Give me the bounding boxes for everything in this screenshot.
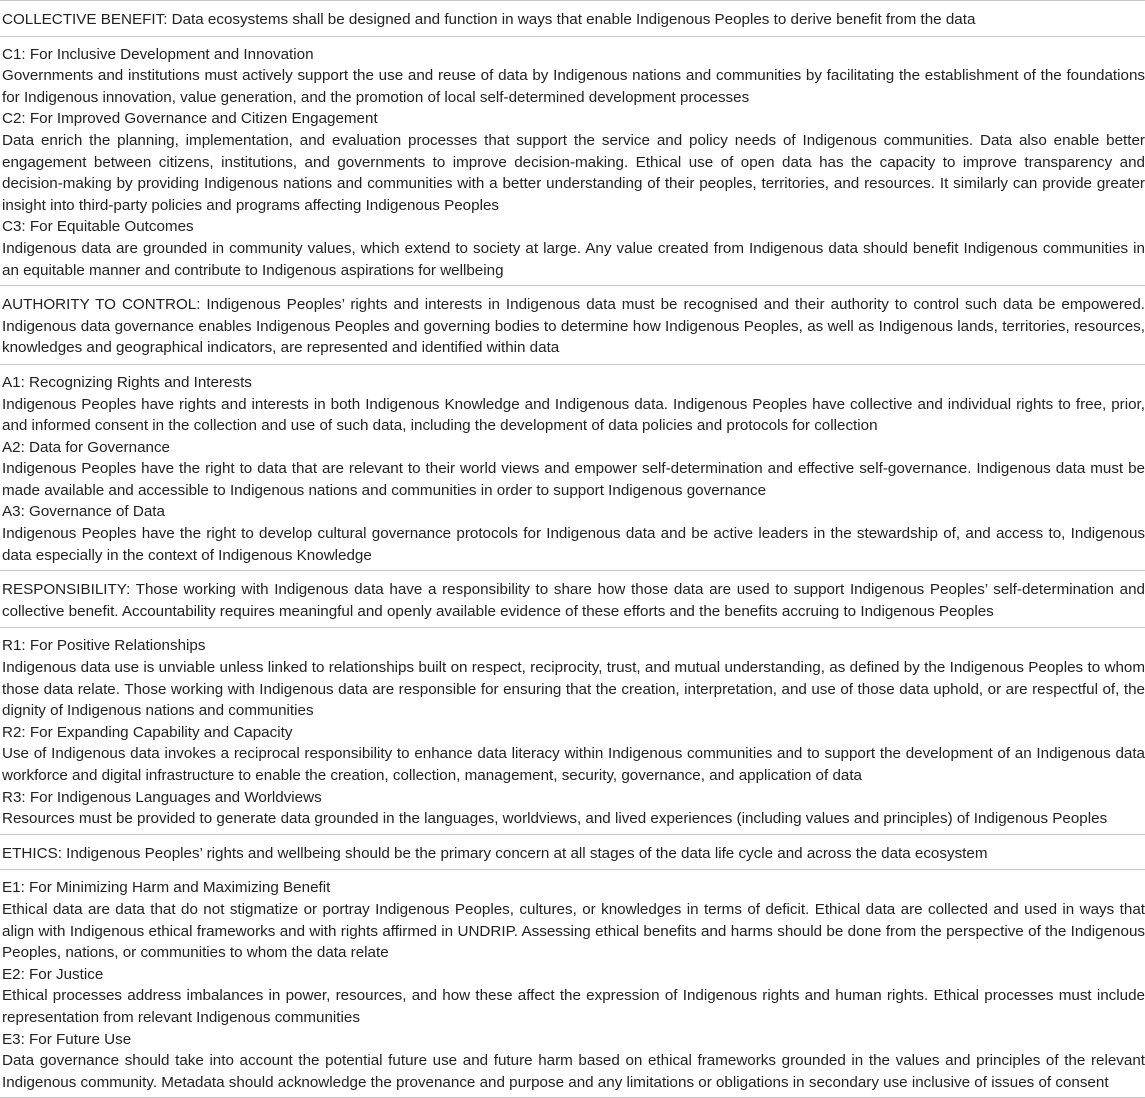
subprinciple-title-a1: A1: Recognizing Rights and Interests [2, 373, 252, 391]
principle-collective-benefit: COLLECTIVE BENEFIT: Data ecosystems shall be designed and function in ways that enable Indigenous Peoples to derive benefit from the data [2, 11, 976, 28]
subprinciple-title-a3: A3: Governance of Data [2, 503, 165, 521]
subprinciple-body-c2: Data enrich the planning, implementation, and evaluation processes that support the service and policy needs of Indigenous communities. Data also enable better engagement between citizens, institutions, and governments to improve decision-making. Ethical use of open data has the capacity to improve transparency and decision-making by providing Indigenous nations and communities with a better understanding of their peoples, territories, and resources. It similarly can provide greater insight into third-party policies and programs affecting Indigenous Peoples [2, 131, 1145, 214]
subprinciple-body-a1: Indigenous Peoples have rights and interests in both Indigenous Knowledge and Indigenous data. Indigenous Peoples have collective and individual rights to free, prior, and informed consent in the collection and use of such data, including the development of data policies and protocols for collection [2, 395, 1145, 435]
principle-ethics: ETHICS: Indigenous Peoples’ rights and wellbeing should be the primary concern at all stages of the data life cycle and across the data ecosystem [2, 844, 988, 862]
subprinciples-row-authority-to-control [0, 365, 1145, 571]
subprinciple-body-e1: Ethical data are data that do not stigmatize or portray Indigenous Peoples, cultures, or knowledges in terms of deficit. Ethical data are collected and used in ways that align with Indigenous ethical frameworks and with rights affirmed in UNDRIP. Assessing ethical benefits and harms should be done from the perspective of the Indigenous Peoples, nations, or communities to whom the data relate [2, 900, 1145, 962]
subprinciples-row-ethics [0, 870, 1145, 1098]
principle-row-collective-benefit [0, 1, 1145, 37]
subprinciple-body-r3: Resources must be provided to generate data grounded in the languages, worldviews, and lived experiences (including values and principles) of Indigenous Peoples [2, 810, 1108, 828]
subprinciple-body-a2: Indigenous Peoples have the right to data that are relevant to their world views and empower self-determination and effective self-governance. Indigenous data must be made available and accessible to Indigenous nations and communities in order to support Indigenous governance [2, 460, 1145, 499]
subprinciple-title-e1: E1: For Minimizing Harm and Maximizing Benefit [2, 879, 331, 897]
subprinciples-row-responsibility [0, 628, 1145, 834]
subprinciple-body-c1: Governments and institutions must actively support the use and reuse of data by Indigenous nations and communities by facilitating the establishment of the foundations for Indigenous innovation, value generation, and the promotion of local self-determined development processes [2, 67, 1145, 106]
subprinciple-title-a2: A2: Data for Governance [2, 438, 170, 456]
subprinciple-body-r2: Use of Indigenous data invokes a reciprocal responsibility to enhance data literacy within Indigenous communities and to support the development of an Indigenous data workforce and digital infrastructure to enable the creation, collection, management, security, governance, and application of data [2, 745, 1145, 784]
subprinciple-title-r3: R3: For Indigenous Languages and Worldviews [2, 788, 322, 806]
subprinciple-title-c1: C1: For Inclusive Development and Innovation [2, 45, 314, 63]
subprinciple-body-e2: Ethical processes address imbalances in power, resources, and how these affect the expression of Indigenous rights and human rights. Ethical processes must include representation from relevant Indigenous communities [2, 987, 1145, 1026]
subprinciple-title-r1: R1: For Positive Relationships [2, 637, 206, 655]
subprinciple-title-r2: R2: For Expanding Capability and Capacity [2, 723, 293, 741]
subprinciple-body-a3: Indigenous Peoples have the right to develop cultural governance protocols for Indigenous data and be active leaders in the stewardship of, and access to, Indigenous data especially in the context of Indigenous Knowledge [2, 525, 1145, 564]
subprinciple-body-c3: Indigenous data are grounded in community values, which extend to society at large. Any value created from Indigenous data should benefit Indigenous communities in an equitable manner and contribute to Indigenous aspirations for wellbeing [2, 239, 1145, 279]
subprinciple-title-e2: E2: For Justice [2, 965, 104, 983]
subprinciple-body-r1: Indigenous data use is unviable unless linked to relationships built on respect, reciprocity, trust, and mutual understanding, as defined by the Indigenous Peoples to whom those data relate. Those working with Indigenous data are responsible for ensuring that the creation, interpretation, and use of those data uphold, or are respectful of, the dignity of Indigenous nations and communities [2, 659, 1145, 720]
subprinciple-title-e3: E3: For Future Use [2, 1030, 132, 1048]
subprinciple-title-c3: C3: For Equitable Outcomes [2, 218, 194, 236]
principle-row-responsibility [0, 571, 1145, 628]
subprinciple-title-c2: C2: For Improved Governance and Citizen Engagement [2, 110, 378, 128]
principle-row-ethics [0, 835, 1145, 871]
principle-row-authority-to-control [0, 286, 1145, 365]
subprinciple-body-e3: Data governance should take into account the potential future use and future harm based on ethical frameworks grounded in the values and principles of the relevant Indigenous community. Metadata should acknowledge the provenance and purpose and any limitations or obligations in secondary use inclusive of issues of consent [2, 1052, 1145, 1091]
principle-authority-to-control: AUTHORITY TO CONTROL: Indigenous Peoples’ rights and interests in Indigenous data must be recognised and their authority to control such data be empowered. Indigenous data governance enables Indigenous Peoples and governing bodies to determine how Indigenous Peoples, as well as Indigenous lands, territories, resources, knowledges and geographical indicators, are represented and identified within data [2, 296, 1145, 357]
subprinciples-row-collective-benefit [0, 37, 1145, 287]
principle-responsibility: RESPONSIBILITY: Those working with Indigenous data have a responsibility to share how those data are used to support Indigenous Peoples’ self-determination and collective benefit. Accountability requires meaningful and openly available evidence of these efforts and the benefits accruing to Indigenous Peoples [2, 581, 1145, 620]
